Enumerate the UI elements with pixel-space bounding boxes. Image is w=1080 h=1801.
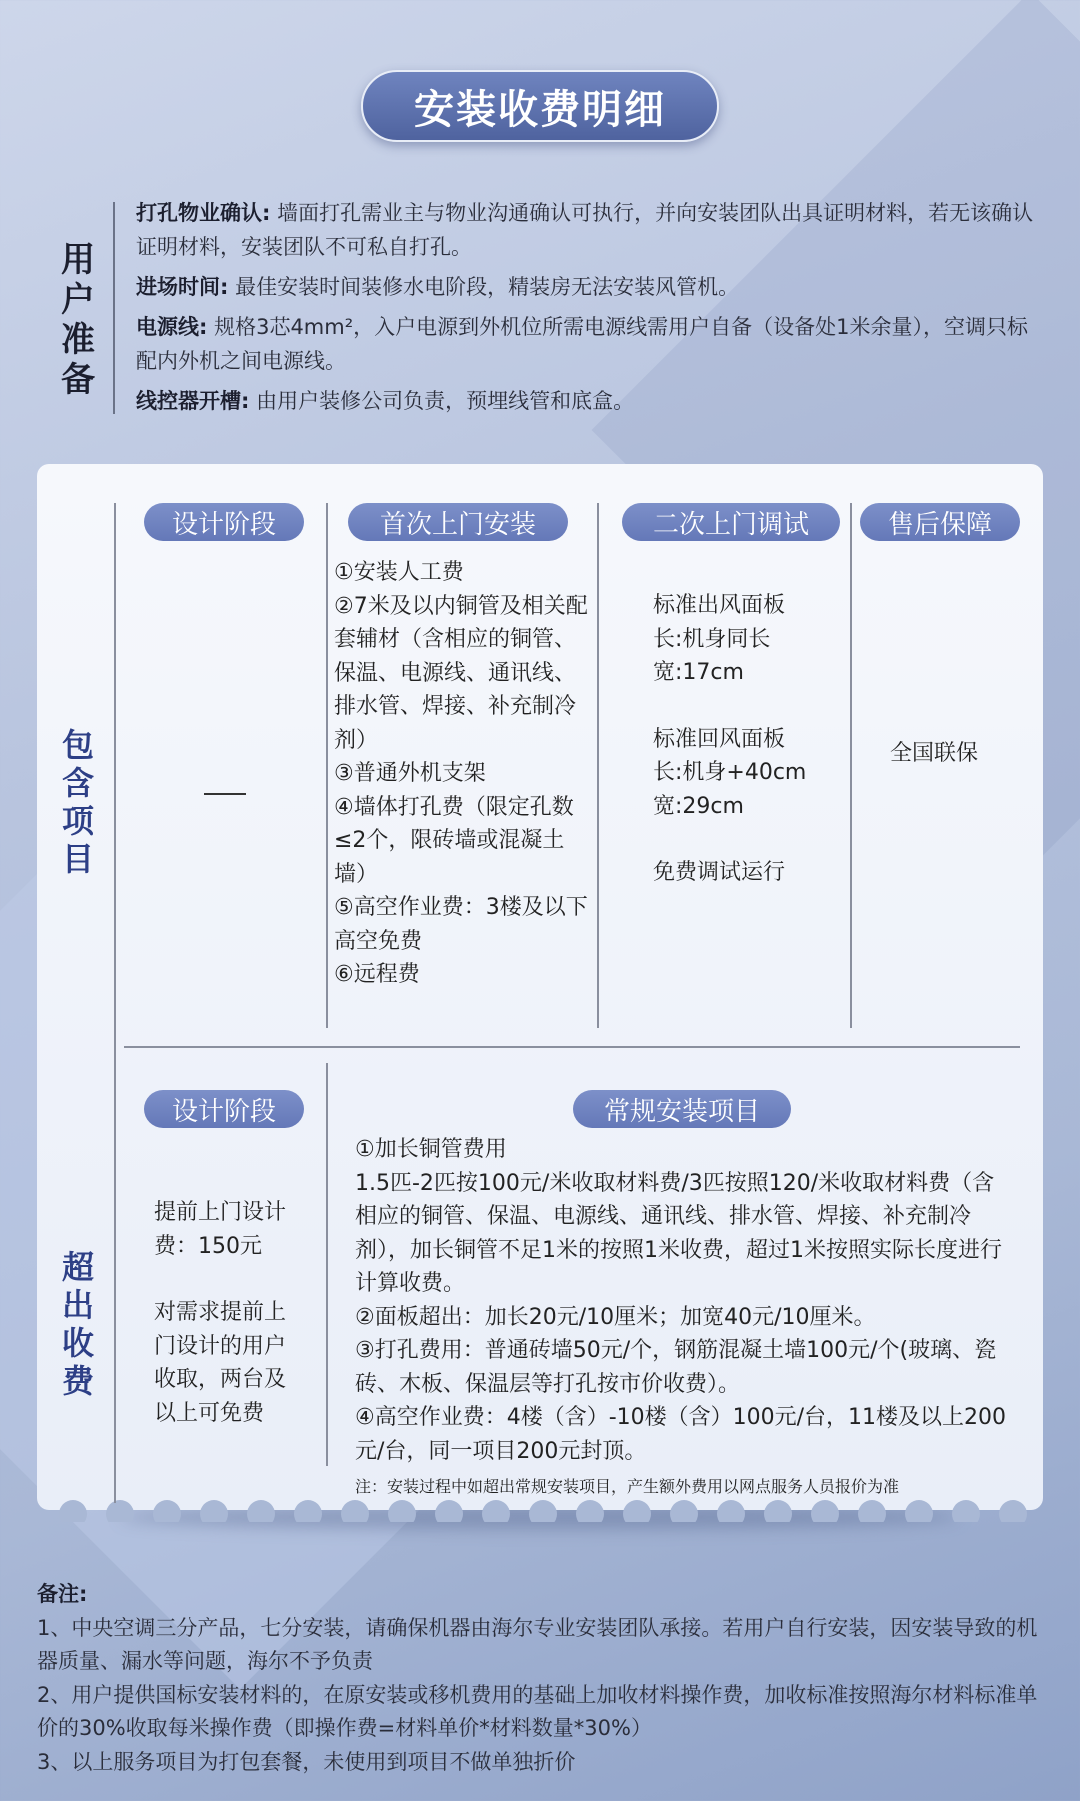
prep-item-key: 打孔物业确认:	[136, 201, 271, 225]
scallop-dot	[106, 1500, 134, 1522]
user-prep-label-text	[58, 240, 98, 400]
label-glyph: 包	[61, 726, 94, 764]
scallop-dot	[717, 1500, 745, 1522]
header-second-visit: 二次上门调试	[622, 503, 840, 541]
scallop-dot	[482, 1500, 510, 1522]
remark-line: 3、以上服务项目为打包套餐，未使用到项目不做单独折价	[37, 1749, 576, 1774]
label-glyph: 项	[61, 802, 94, 840]
list-item: 标准回风面板	[653, 726, 786, 752]
extra-charge-label-text	[58, 1248, 98, 1400]
column-divider	[597, 503, 599, 1028]
scallop-dot	[623, 1500, 651, 1522]
prep-item	[136, 196, 1036, 264]
scallop-dot	[388, 1500, 416, 1522]
label-glyph: 出	[61, 1286, 94, 1324]
prep-item-text: 规格3芯4mm²，入户电源到外机位所需电源线需用户自备（设备处1米余量），空调只标配内外机之间电源线。	[136, 315, 1028, 373]
prep-item-text: 墙面打孔需业主与物业沟通确认可执行，并向安装团队出具证明材料，若无该确认证明材料，安装团队不可私自打孔。	[136, 201, 1034, 259]
list-item: 免费调试运行	[653, 860, 786, 885]
scallop-dot	[529, 1500, 557, 1522]
list-item: 宽:17cm	[653, 660, 744, 685]
prep-item-key: 电源线:	[136, 315, 208, 339]
after-sales-text	[890, 737, 1020, 771]
column-divider	[850, 503, 852, 1028]
list-item: ②面板超出：加长20元/10厘米；加宽40元/10厘米。	[355, 1304, 876, 1330]
list-item: 长:机身+40cm	[653, 760, 807, 785]
scallop-dot	[576, 1500, 604, 1522]
footnote: 注：安装过程中如超出常规安装项目，产生额外费用以网点服务人员报价为准	[355, 1477, 900, 1496]
after-sales-value: 全国联保	[890, 741, 979, 766]
label-glyph: 户	[61, 280, 95, 320]
label-glyph: 目	[61, 840, 94, 878]
design-fee-line: 提前上门设计费：150元	[154, 1200, 287, 1259]
prep-item	[136, 310, 1036, 378]
scallop-dot	[59, 1500, 87, 1522]
prep-item	[136, 270, 1036, 304]
label-glyph: 用	[61, 240, 95, 280]
extra-charge-label	[58, 1248, 98, 1400]
scallop-dot	[247, 1500, 275, 1522]
list-item: 1.5匹-2匹按100元/米收取材料费/3匹按照120/米收取材料费（含相应的铜管、保温、电源线、通讯线、排水管、焊接、补充制冷剂），加长铜管不足1米的按照1米收费，超过1米按照实际长度进行计算收费。	[355, 1170, 1002, 1296]
user-prep-list	[136, 196, 1036, 424]
list-item: 长:机身同长	[653, 626, 771, 652]
included-label-text	[58, 726, 98, 878]
label-glyph: 含	[61, 764, 94, 802]
section-divider	[114, 503, 116, 1503]
scallop-dot	[153, 1500, 181, 1522]
remarks	[37, 1578, 1047, 1779]
scallop-dot	[200, 1500, 228, 1522]
remark-line: 1、中央空调三分产品，七分安装，请确保机器由海尔专业安装团队承接。若用户自行安装，因安装导致的机器质量、漏水等问题，海尔不予负责	[37, 1615, 1038, 1673]
list-item: ③打孔费用：普通砖墙50元/个，钢筋混凝土墙100元/个(玻璃、瓷砖、木板、保温层等打孔按市价收费）。	[355, 1338, 997, 1397]
scallop-dot	[670, 1500, 698, 1522]
list-item: ③普通外机支架	[334, 761, 486, 786]
remark-line: 2、用户提供国标安装材料的，在原安装或移机费用的基础上加收材料操作费，加收标准按照海尔材料标准单价的30%收取每米操作费（即操作费=材料单价*材料数量*30%）	[37, 1682, 1038, 1740]
header-design-stage: 设计阶段	[144, 503, 304, 541]
label-glyph: 备	[61, 360, 95, 400]
second-visit-list	[653, 589, 843, 890]
list-item: ④高空作业费：4楼（含）-10楼（含）100元/台，11楼及以上200元/台，同一项目200元封顶。	[355, 1405, 1007, 1464]
page-title: 安装收费明细	[361, 70, 719, 142]
list-item: ①加长铜管费用	[355, 1137, 507, 1162]
included-label	[58, 726, 98, 878]
prep-item-key: 进场时间:	[136, 275, 229, 299]
scallop-dot	[764, 1500, 792, 1522]
prep-item-key: 线控器开槽:	[136, 389, 250, 413]
design-fee-line: 对需求提前上门设计的用户收取，两台及以上可免费	[154, 1300, 287, 1426]
column-divider	[326, 1063, 328, 1466]
list-item: 标准出风面板	[653, 593, 786, 618]
first-install-list	[334, 556, 592, 992]
list-item: ①安装人工费	[334, 560, 464, 585]
prep-item-text: 最佳安装时间装修水电阶段，精装房无法安装风管机。	[228, 275, 740, 299]
user-prep-label	[58, 240, 98, 400]
section-separator	[124, 1046, 1020, 1048]
design-stage-empty	[204, 793, 246, 795]
header-design-stage-extra: 设计阶段	[144, 1090, 304, 1128]
list-item: ④墙体打孔费（限定孔数≤2个，限砖墙或混凝土墙）	[334, 794, 574, 887]
list-item: ⑤高空作业费：3楼及以下高空免费	[334, 895, 588, 954]
scallop-dot	[905, 1500, 933, 1522]
scallop-dot	[999, 1500, 1027, 1522]
scallop-dot	[811, 1500, 839, 1522]
scallop-dot	[858, 1500, 886, 1522]
scallop-dot	[341, 1500, 369, 1522]
label-glyph: 超	[61, 1248, 94, 1286]
label-glyph: 费	[61, 1362, 94, 1400]
prep-item	[136, 384, 1036, 418]
header-after-sales: 售后保障	[860, 503, 1020, 541]
label-glyph: 准	[61, 320, 95, 360]
list-item: 宽:29cm	[653, 793, 744, 819]
list-item: ②7米及以内铜管及相关配套辅材（含相应的铜管、保温、电源线、通讯线、排水管、焊接、补充制冷剂）	[334, 593, 588, 753]
column-divider	[326, 503, 328, 1028]
list-item: ⑥远程费	[334, 962, 420, 987]
scallop-dot	[435, 1500, 463, 1522]
remarks-title: 备注:	[37, 1582, 88, 1606]
prep-item-text: 由用户装修公司负责，预埋线管和底盒。	[249, 389, 635, 413]
header-regular-install: 常规安装项目	[573, 1090, 791, 1128]
scallop-dot	[952, 1500, 980, 1522]
design-fee-text	[154, 1196, 304, 1430]
regular-install-list	[355, 1133, 1007, 1468]
divider	[113, 202, 115, 414]
scallop-dot	[294, 1500, 322, 1522]
card-scallop-edge	[37, 1500, 1043, 1522]
header-first-install: 首次上门安装	[348, 503, 568, 541]
label-glyph: 收	[61, 1324, 94, 1362]
